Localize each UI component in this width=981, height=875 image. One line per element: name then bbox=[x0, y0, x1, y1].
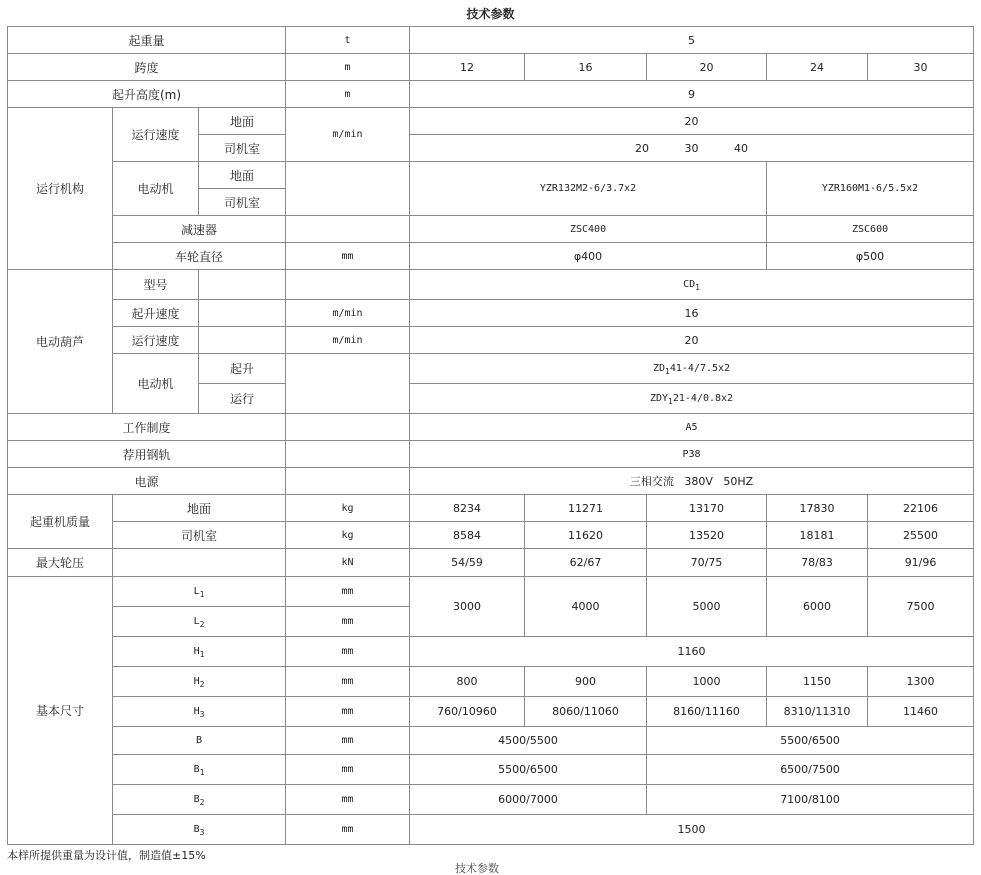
dim-B2-value-a: 6000/7000 bbox=[410, 785, 647, 815]
dim-H1-unit: mm bbox=[286, 637, 410, 667]
dim-L1-symbol bbox=[113, 577, 286, 607]
dim-H3-value: 8310/11310 bbox=[767, 697, 868, 727]
table-row bbox=[8, 216, 974, 243]
dim-H1-value: 1160 bbox=[410, 637, 974, 667]
dim-B1-symbol bbox=[113, 755, 286, 785]
dim-subscript: 3 bbox=[199, 710, 205, 719]
table-row bbox=[8, 108, 974, 135]
crane-mass-ground-unit: kg bbox=[286, 495, 410, 522]
travel-motor-label: 电动机 bbox=[113, 162, 199, 216]
dim-symbol: B bbox=[193, 824, 200, 835]
dim-L-value: 3000 bbox=[410, 577, 525, 637]
hoist-model-text: CD bbox=[683, 279, 696, 290]
dim-B3-symbol bbox=[113, 815, 286, 845]
lift-height-value: 9 bbox=[410, 81, 974, 108]
hoist-model-subscript: 1 bbox=[695, 283, 700, 292]
table-row bbox=[8, 27, 974, 54]
wheel-load-value: 70/75 bbox=[647, 549, 767, 577]
hoist-lift-speed-unit: m/min bbox=[286, 300, 410, 327]
table-row bbox=[8, 243, 974, 270]
hoist-model-label: 型号 bbox=[113, 270, 199, 300]
table-row bbox=[8, 755, 974, 785]
dim-H3-symbol bbox=[113, 697, 286, 727]
table-row bbox=[8, 468, 974, 495]
dim-B-value-b: 5500/6500 bbox=[647, 727, 974, 755]
dim-subscript: 1 bbox=[199, 768, 205, 777]
hoist-motor-run-value bbox=[410, 384, 974, 414]
hoist-model-value bbox=[410, 270, 974, 300]
table-row bbox=[8, 815, 974, 845]
dim-B2-symbol bbox=[113, 785, 286, 815]
table-row bbox=[8, 727, 974, 755]
wheel-load-value: 78/83 bbox=[767, 549, 868, 577]
crane-mass-value: 13520 bbox=[647, 522, 767, 549]
span-value: 16 bbox=[525, 54, 647, 81]
hoist-motor-unit bbox=[286, 354, 410, 414]
dim-L1-unit: mm bbox=[286, 577, 410, 607]
next-table-title-text: 技术参数 bbox=[455, 862, 499, 875]
table-row bbox=[8, 785, 974, 815]
table-row bbox=[8, 81, 974, 108]
crane-mass-value: 13170 bbox=[647, 495, 767, 522]
hoist-motor-label: 电动机 bbox=[113, 354, 199, 414]
dim-symbol: H bbox=[193, 676, 200, 687]
reducer-label: 减速器 bbox=[113, 216, 286, 243]
span-value: 30 bbox=[868, 54, 974, 81]
hoist-run-speed-sub-blank bbox=[199, 327, 286, 354]
dim-H2-value: 900 bbox=[525, 667, 647, 697]
capacity-label: 起重量 bbox=[8, 27, 286, 54]
travel-speed-label: 运行速度 bbox=[113, 108, 199, 162]
crane-mass-ground-label: 地面 bbox=[113, 495, 286, 522]
hoist-motor-lift-label: 起升 bbox=[199, 354, 286, 384]
lift-height-unit: m bbox=[286, 81, 410, 108]
dim-subscript: 2 bbox=[199, 798, 205, 807]
hoist-motor-lift-suffix: 41-4/7.5x2 bbox=[669, 363, 731, 374]
span-value: 24 bbox=[767, 54, 868, 81]
table-row bbox=[8, 522, 974, 549]
crane-mass-value: 11271 bbox=[525, 495, 647, 522]
wheel-diameter-label: 车轮直径 bbox=[113, 243, 286, 270]
dim-B3-value: 1500 bbox=[410, 815, 974, 845]
dim-B1-value-a: 5500/6500 bbox=[410, 755, 647, 785]
table-row bbox=[8, 495, 974, 522]
power-label: 电源 bbox=[8, 468, 286, 495]
dim-symbol: H bbox=[193, 706, 200, 717]
hoist-motor-lift-subscript: 1 bbox=[665, 367, 670, 376]
crane-mass-value: 8584 bbox=[410, 522, 525, 549]
dim-B1-value-b: 6500/7500 bbox=[647, 755, 974, 785]
dim-symbol: B bbox=[193, 764, 200, 775]
dim-L2-symbol bbox=[113, 607, 286, 637]
table-row bbox=[8, 300, 974, 327]
crane-mass-value: 25500 bbox=[868, 522, 974, 549]
table-row bbox=[8, 54, 974, 81]
wheel-load-label: 最大轮压 bbox=[8, 549, 113, 577]
capacity-value: 5 bbox=[410, 27, 974, 54]
spec-table bbox=[7, 26, 974, 845]
hoist-lift-speed-value: 16 bbox=[410, 300, 974, 327]
dim-subscript: 2 bbox=[199, 620, 205, 629]
table-row bbox=[8, 327, 974, 354]
span-value: 20 bbox=[647, 54, 767, 81]
dim-L-value: 4000 bbox=[525, 577, 647, 637]
hoist-lift-speed-label: 起升速度 bbox=[113, 300, 199, 327]
dim-symbol: H bbox=[193, 646, 200, 657]
dim-B-symbol: B bbox=[113, 727, 286, 755]
dim-H3-value: 8060/11060 bbox=[525, 697, 647, 727]
table-title: 技术参数 bbox=[466, 7, 515, 21]
dim-H2-value: 1150 bbox=[767, 667, 868, 697]
table-row bbox=[8, 162, 974, 189]
hoist-label: 电动葫芦 bbox=[8, 270, 113, 414]
dim-B-value-a: 4500/5500 bbox=[410, 727, 647, 755]
dim-H3-unit: mm bbox=[286, 697, 410, 727]
wheel-diameter-value-b: φ500 bbox=[767, 243, 974, 270]
dim-H3-value: 8160/11160 bbox=[647, 697, 767, 727]
travel-speed-cab-value: 20 bbox=[635, 141, 650, 155]
hoist-motor-lift-prefix: ZD bbox=[653, 363, 666, 374]
span-label: 跨度 bbox=[8, 54, 286, 81]
dim-H2-unit: mm bbox=[286, 667, 410, 697]
power-unit bbox=[286, 468, 410, 495]
table-row bbox=[8, 667, 974, 697]
duty-value: A5 bbox=[410, 414, 974, 441]
hoist-motor-run-label: 运行 bbox=[199, 384, 286, 414]
travel-speed-ground-label: 地面 bbox=[199, 108, 286, 135]
dim-B2-unit: mm bbox=[286, 785, 410, 815]
rail-unit bbox=[286, 441, 410, 468]
table-row bbox=[8, 414, 974, 441]
table-row bbox=[8, 354, 974, 384]
dim-H2-value: 1300 bbox=[868, 667, 974, 697]
hoist-motor-lift-value bbox=[410, 354, 974, 384]
travel-mechanism-label: 运行机构 bbox=[8, 108, 113, 270]
dim-subscript: 1 bbox=[199, 590, 205, 599]
rail-value: P38 bbox=[410, 441, 974, 468]
dim-symbol: L bbox=[193, 616, 200, 627]
hoist-lift-speed-sub-blank bbox=[199, 300, 286, 327]
span-value: 12 bbox=[410, 54, 525, 81]
dim-H1-symbol bbox=[113, 637, 286, 667]
travel-motor-value-a: YZR132M2-6/3.7x2 bbox=[410, 162, 767, 216]
crane-mass-cab-label: 司机室 bbox=[113, 522, 286, 549]
hoist-run-speed-unit: m/min bbox=[286, 327, 410, 354]
travel-motor-cab-label: 司机室 bbox=[199, 189, 286, 216]
hoist-motor-run-subscript: 1 bbox=[668, 397, 673, 406]
table-row bbox=[8, 697, 974, 727]
reducer-value-a: ZSC400 bbox=[410, 216, 767, 243]
hoist-run-speed-label: 运行速度 bbox=[113, 327, 199, 354]
table-row bbox=[8, 577, 974, 607]
lift-height-label: 起升高度(m) bbox=[8, 81, 286, 108]
reducer-unit bbox=[286, 216, 410, 243]
dim-B1-unit: mm bbox=[286, 755, 410, 785]
dim-B2-value-b: 7100/8100 bbox=[647, 785, 974, 815]
hoist-motor-run-suffix: 21-4/0.8x2 bbox=[672, 393, 734, 404]
duty-unit bbox=[286, 414, 410, 441]
table-row bbox=[8, 270, 974, 300]
table-row bbox=[8, 549, 974, 577]
crane-mass-value: 8234 bbox=[410, 495, 525, 522]
dim-H2-value: 1000 bbox=[647, 667, 767, 697]
crane-mass-cab-unit: kg bbox=[286, 522, 410, 549]
travel-speed-cab-value: 40 bbox=[734, 141, 749, 155]
table-row bbox=[8, 637, 974, 667]
rail-label: 荐用钢轨 bbox=[8, 441, 286, 468]
span-unit: m bbox=[286, 54, 410, 81]
duty-label: 工作制度 bbox=[8, 414, 286, 441]
dim-subscript: 2 bbox=[199, 680, 205, 689]
reducer-value-b: ZSC600 bbox=[767, 216, 974, 243]
travel-speed-ground-value: 20 bbox=[410, 108, 974, 135]
crane-mass-value: 11620 bbox=[525, 522, 647, 549]
dim-B3-unit: mm bbox=[286, 815, 410, 845]
wheel-load-unit: kN bbox=[286, 549, 410, 577]
travel-motor-value-b: YZR160M1-6/5.5x2 bbox=[767, 162, 974, 216]
wheel-load-sub-blank bbox=[113, 549, 286, 577]
crane-mass-value: 17830 bbox=[767, 495, 868, 522]
travel-motor-unit bbox=[286, 162, 410, 216]
next-table-title-cropped bbox=[455, 862, 525, 875]
dim-subscript: 1 bbox=[199, 650, 205, 659]
hoist-model-unit bbox=[286, 270, 410, 300]
travel-motor-ground-label: 地面 bbox=[199, 162, 286, 189]
travel-speed-cab-values bbox=[410, 135, 974, 162]
hoist-run-speed-value: 20 bbox=[410, 327, 974, 354]
dim-H3-value: 11460 bbox=[868, 697, 974, 727]
hoist-model-sub-blank bbox=[199, 270, 286, 300]
table-row bbox=[8, 441, 974, 468]
dim-B-unit: mm bbox=[286, 727, 410, 755]
dim-symbol: B bbox=[193, 794, 200, 805]
travel-speed-cab-label: 司机室 bbox=[199, 135, 286, 162]
travel-speed-cab-value: 30 bbox=[684, 141, 699, 155]
wheel-load-value: 91/96 bbox=[868, 549, 974, 577]
dimensions-label: 基本尺寸 bbox=[8, 577, 113, 845]
dim-H2-value: 800 bbox=[410, 667, 525, 697]
wheel-load-value: 62/67 bbox=[525, 549, 647, 577]
dim-L2-unit: mm bbox=[286, 607, 410, 637]
hoist-motor-run-prefix: ZDY bbox=[649, 393, 669, 404]
wheel-diameter-value-a: φ400 bbox=[410, 243, 767, 270]
crane-mass-value: 18181 bbox=[767, 522, 868, 549]
dim-H2-symbol bbox=[113, 667, 286, 697]
capacity-unit: t bbox=[286, 27, 410, 54]
dim-L-value: 7500 bbox=[868, 577, 974, 637]
wheel-load-value: 54/59 bbox=[410, 549, 525, 577]
power-value: 三相交流 380V 50HZ bbox=[410, 468, 974, 495]
footnote: 本样所提供重量为设计值，制造值±15% bbox=[7, 849, 206, 862]
travel-speed-unit: m/min bbox=[286, 108, 410, 162]
crane-mass-value: 22106 bbox=[868, 495, 974, 522]
dim-subscript: 3 bbox=[199, 828, 205, 837]
dim-L-value: 5000 bbox=[647, 577, 767, 637]
wheel-diameter-unit: mm bbox=[286, 243, 410, 270]
dim-H3-value: 760/10960 bbox=[410, 697, 525, 727]
dim-symbol: L bbox=[193, 586, 200, 597]
dim-L-value: 6000 bbox=[767, 577, 868, 637]
crane-mass-label: 起重机质量 bbox=[8, 495, 113, 549]
